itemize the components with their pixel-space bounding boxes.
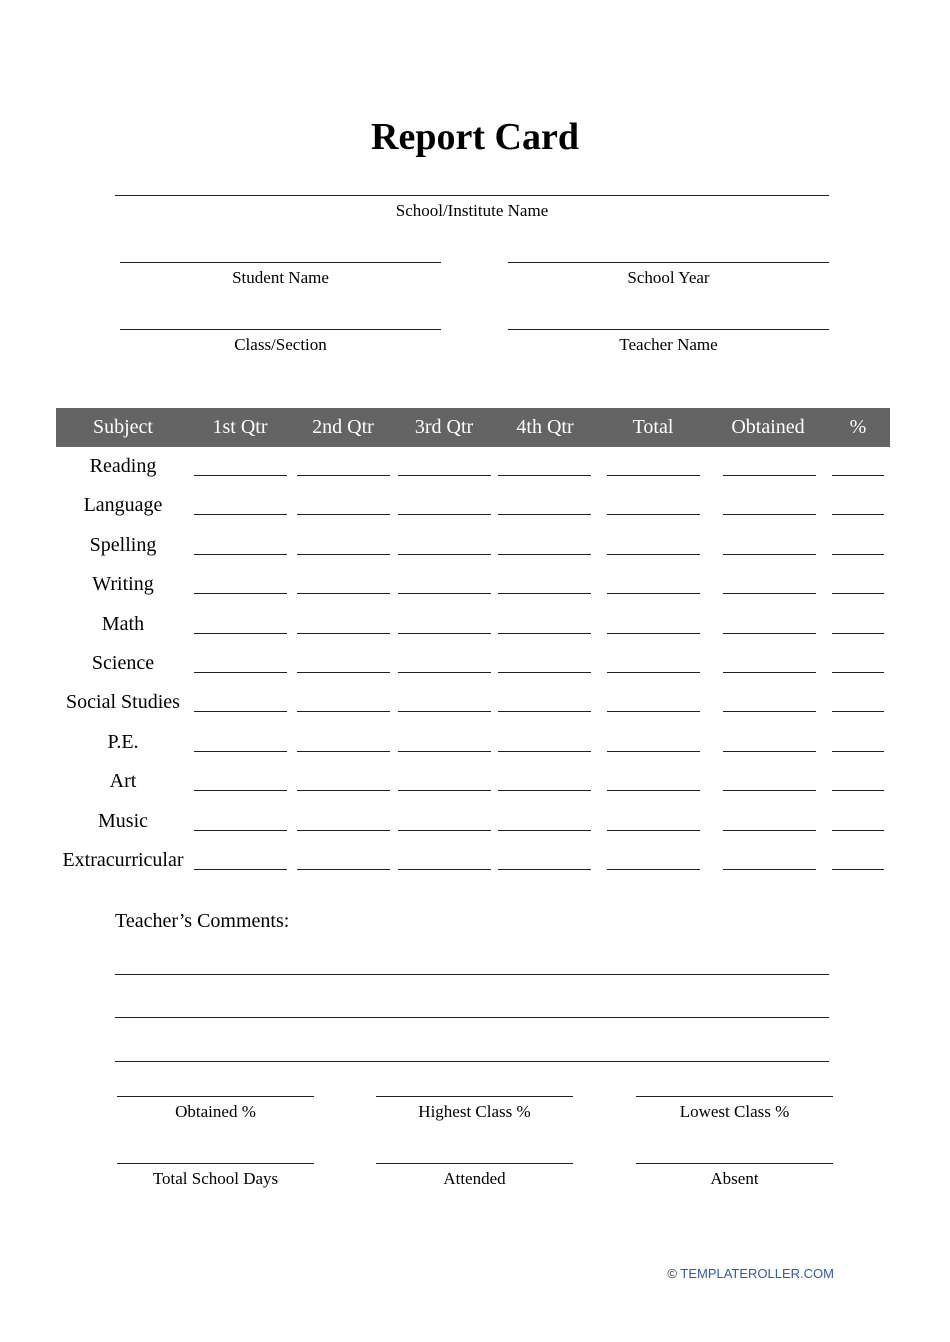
grade-blank-q2[interactable] xyxy=(297,751,390,752)
highest-class-pct-line[interactable] xyxy=(376,1096,573,1097)
subject-label: Writing xyxy=(92,573,154,596)
grade-blank-q1[interactable] xyxy=(194,790,287,791)
class-section-label: Class/Section xyxy=(234,335,327,354)
grade-blank-obtained[interactable] xyxy=(723,593,816,594)
subject-label: Extracurricular xyxy=(62,849,184,871)
grade-blank-percent[interactable] xyxy=(832,593,884,594)
grade-blank-q4[interactable] xyxy=(498,711,591,712)
grade-blank-obtained[interactable] xyxy=(723,751,816,752)
subject-label: Social Studies xyxy=(66,691,180,714)
grade-blank-q3[interactable] xyxy=(398,554,491,555)
grade-blank-obtained[interactable] xyxy=(723,790,816,791)
school-name-label: School/Institute Name xyxy=(395,201,549,220)
footer-credit xyxy=(667,1266,834,1281)
grade-blank-q3[interactable] xyxy=(398,711,491,712)
subject-label: Music xyxy=(98,809,148,832)
comment-line-2[interactable] xyxy=(115,1017,829,1018)
school-year-line[interactable] xyxy=(508,262,829,263)
header-subject: Subject xyxy=(93,416,153,438)
grade-blank-q2[interactable] xyxy=(297,790,390,791)
grade-blank-percent[interactable] xyxy=(832,751,884,752)
table-row xyxy=(0,492,950,531)
total-school-days-label: Total School Days xyxy=(152,1169,279,1188)
teacher-name-field[interactable] xyxy=(508,329,829,355)
student-name-line[interactable] xyxy=(120,262,441,263)
class-section-line[interactable] xyxy=(120,329,441,330)
grade-blank-q4[interactable] xyxy=(498,672,591,673)
grade-blank-total[interactable] xyxy=(607,672,700,673)
highest-class-pct-label: Highest Class % xyxy=(418,1102,531,1121)
grade-blank-q2[interactable] xyxy=(297,869,390,870)
table-row xyxy=(0,453,950,492)
table-row xyxy=(0,689,950,728)
grade-blank-q3[interactable] xyxy=(398,633,491,634)
header-4th-qtr: 4th Qtr xyxy=(516,416,574,438)
attended-label: Attended xyxy=(443,1169,506,1188)
school-year-field[interactable] xyxy=(508,262,829,288)
grade-blank-q3[interactable] xyxy=(398,475,491,476)
grade-blank-q2[interactable] xyxy=(297,830,390,831)
grade-blank-percent[interactable] xyxy=(832,672,884,673)
grade-blank-obtained[interactable] xyxy=(723,633,816,634)
grade-blank-q3[interactable] xyxy=(398,830,491,831)
grade-blank-q1[interactable] xyxy=(194,475,287,476)
grade-blank-total[interactable] xyxy=(607,475,700,476)
attended-field[interactable] xyxy=(376,1163,573,1189)
grade-blank-obtained[interactable] xyxy=(723,830,816,831)
grade-blank-q4[interactable] xyxy=(498,830,591,831)
templateroller-link[interactable]: TEMPLATEROLLER.COM xyxy=(680,1266,834,1281)
grade-blank-q3[interactable] xyxy=(398,790,491,791)
table-row xyxy=(0,847,950,886)
student-name-label: Student Name xyxy=(232,268,329,287)
copyright-symbol: © xyxy=(667,1266,677,1281)
school-year-label: School Year xyxy=(627,268,710,287)
subject-label: Language xyxy=(83,494,163,517)
grade-blank-q1[interactable] xyxy=(194,633,287,634)
grade-blank-q1[interactable] xyxy=(194,514,287,515)
comment-line-3[interactable] xyxy=(115,1061,829,1062)
header-2nd-qtr: 2nd Qtr xyxy=(312,416,374,438)
obtained-pct-field[interactable] xyxy=(117,1096,314,1122)
grade-blank-q1[interactable] xyxy=(194,869,287,870)
grade-blank-q2[interactable] xyxy=(297,554,390,555)
grade-blank-q1[interactable] xyxy=(194,554,287,555)
lowest-class-pct-field[interactable] xyxy=(636,1096,833,1122)
obtained-pct-line[interactable] xyxy=(117,1096,314,1097)
lowest-class-pct-line[interactable] xyxy=(636,1096,833,1097)
header-total: Total xyxy=(632,416,674,438)
total-school-days-line[interactable] xyxy=(117,1163,314,1164)
table-row xyxy=(0,611,950,650)
grade-blank-q2[interactable] xyxy=(297,475,390,476)
table-row xyxy=(0,532,950,571)
grade-blank-obtained[interactable] xyxy=(723,514,816,515)
subject-label: Art xyxy=(109,770,137,793)
page-title: Report Card xyxy=(371,116,579,158)
grade-blank-percent[interactable] xyxy=(832,633,884,634)
grade-blank-q4[interactable] xyxy=(498,633,591,634)
grade-blank-q3[interactable] xyxy=(398,593,491,594)
grade-blank-percent[interactable] xyxy=(832,869,884,870)
grade-blank-q1[interactable] xyxy=(194,830,287,831)
teacher-name-label: Teacher Name xyxy=(619,335,718,354)
student-name-field[interactable] xyxy=(120,262,441,288)
grades-table-header xyxy=(56,408,890,447)
teacher-comments-label: Teacher’s Comments: xyxy=(115,910,290,932)
grade-blank-obtained[interactable] xyxy=(723,475,816,476)
grade-blank-obtained[interactable] xyxy=(723,711,816,712)
table-row xyxy=(0,729,950,768)
grade-blank-q1[interactable] xyxy=(194,593,287,594)
grade-blank-q3[interactable] xyxy=(398,672,491,673)
grade-blank-total[interactable] xyxy=(607,830,700,831)
grade-blank-q1[interactable] xyxy=(194,672,287,673)
absent-field[interactable] xyxy=(636,1163,833,1189)
lowest-class-pct-label: Lowest Class % xyxy=(679,1102,790,1121)
subject-label: Reading xyxy=(89,455,157,477)
grade-blank-q2[interactable] xyxy=(297,672,390,673)
grade-blank-total[interactable] xyxy=(607,751,700,752)
header-3rd-qtr: 3rd Qtr xyxy=(414,416,474,438)
subject-label: Spelling xyxy=(89,533,157,556)
grade-blank-q4[interactable] xyxy=(498,869,591,870)
grade-blank-q2[interactable] xyxy=(297,711,390,712)
grade-blank-q1[interactable] xyxy=(194,711,287,712)
grade-blank-percent[interactable] xyxy=(832,554,884,555)
comment-line-1[interactable] xyxy=(115,974,829,975)
grade-blank-q2[interactable] xyxy=(297,593,390,594)
grade-blank-q4[interactable] xyxy=(498,790,591,791)
class-section-field[interactable] xyxy=(120,329,441,355)
grade-blank-percent[interactable] xyxy=(832,711,884,712)
grade-blank-q4[interactable] xyxy=(498,514,591,515)
table-row xyxy=(0,571,950,610)
grade-blank-q2[interactable] xyxy=(297,514,390,515)
grade-blank-total[interactable] xyxy=(607,554,700,555)
grade-blank-percent[interactable] xyxy=(832,790,884,791)
grade-blank-total[interactable] xyxy=(607,790,700,791)
grade-blank-q4[interactable] xyxy=(498,475,591,476)
header-percent: % xyxy=(849,416,867,438)
table-row xyxy=(0,650,950,689)
grade-blank-percent[interactable] xyxy=(832,830,884,831)
grade-blank-q1[interactable] xyxy=(194,751,287,752)
grade-blank-q3[interactable] xyxy=(398,869,491,870)
subject-label: Science xyxy=(91,652,155,674)
grade-blank-q4[interactable] xyxy=(498,751,591,752)
grade-blank-obtained[interactable] xyxy=(723,554,816,555)
school-name-line[interactable] xyxy=(115,195,829,196)
grade-blank-obtained[interactable] xyxy=(723,672,816,673)
header-obtained: Obtained xyxy=(731,416,805,438)
table-row xyxy=(0,768,950,807)
grade-blank-q2[interactable] xyxy=(297,633,390,634)
grade-blank-total[interactable] xyxy=(607,593,700,594)
teacher-name-line[interactable] xyxy=(508,329,829,330)
grade-blank-total[interactable] xyxy=(607,514,700,515)
grade-blank-percent[interactable] xyxy=(832,475,884,476)
grade-blank-q3[interactable] xyxy=(398,751,491,752)
grade-blank-obtained[interactable] xyxy=(723,869,816,870)
grade-blank-q3[interactable] xyxy=(398,514,491,515)
school-name-field[interactable] xyxy=(115,195,829,221)
subject-label: P.E. xyxy=(107,730,139,753)
total-school-days-field[interactable] xyxy=(117,1163,314,1189)
absent-line[interactable] xyxy=(636,1163,833,1164)
grade-blank-total[interactable] xyxy=(607,869,700,870)
grade-blank-total[interactable] xyxy=(607,633,700,634)
grade-blank-percent[interactable] xyxy=(832,514,884,515)
header-1st-qtr: 1st Qtr xyxy=(212,416,268,438)
grade-blank-total[interactable] xyxy=(607,711,700,712)
subject-label: Math xyxy=(101,612,145,635)
highest-class-pct-field[interactable] xyxy=(376,1096,573,1122)
grade-blank-q4[interactable] xyxy=(498,593,591,594)
grade-blank-q4[interactable] xyxy=(498,554,591,555)
attended-line[interactable] xyxy=(376,1163,573,1164)
table-row xyxy=(0,808,950,847)
absent-label: Absent xyxy=(710,1169,759,1188)
obtained-pct-label: Obtained % xyxy=(175,1102,256,1121)
